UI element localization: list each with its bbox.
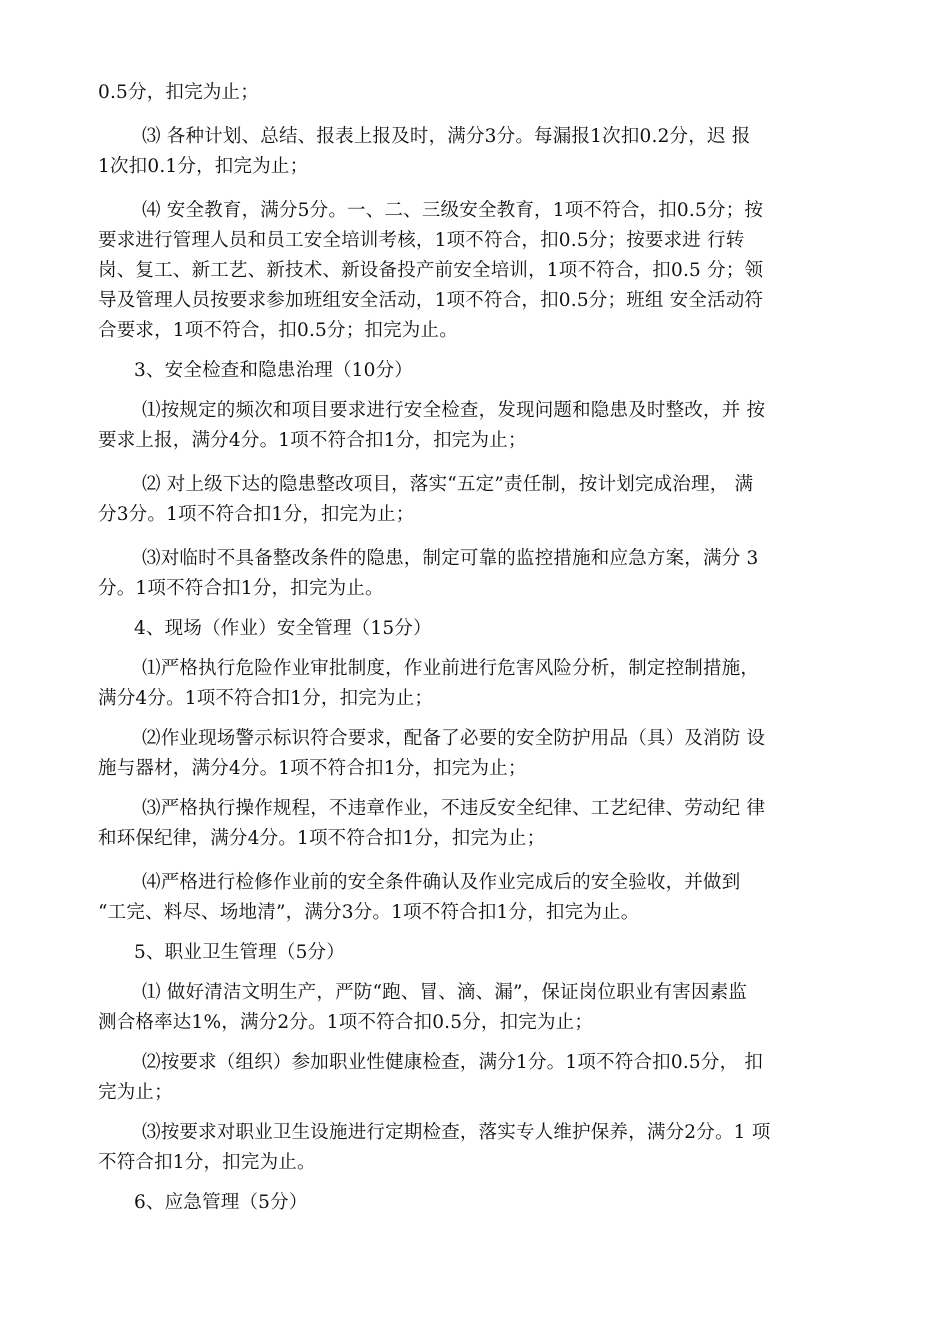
paragraph-4-line-1: ⑷ 安全教育，满分5分。一、二、三级安全教育，1项不符合，扣0.5分；按 <box>142 200 764 221</box>
section-heading-3: 3、安全检查和隐患治理（10分） <box>134 360 414 381</box>
section4-item2-line-2: 施与器材，满分4分。1项不符合扣1分，扣完为止； <box>98 758 527 779</box>
paragraph-3-line-2: 1次扣0.1分，扣完为止； <box>98 156 309 177</box>
section3-item2-line-1: ⑵ 对上级下达的隐患整改项目，落实“五定”责任制，按计划完成治理， 满 <box>142 474 754 495</box>
section5-item3-line-1: ⑶按要求对职业卫生设施进行定期检查，落实专人维护保养，满分2分。1 项 <box>142 1122 771 1143</box>
section5-item3-line-2: 不符合扣1分，扣完为止。 <box>98 1152 316 1173</box>
section3-item1-line-1: ⑴按规定的频次和项目要求进行安全检查，发现问题和隐患及时整改，并 按 <box>142 400 766 421</box>
section5-item1-line-1: ⑴ 做好清洁文明生产，严防“跑、冒、滴、漏”，保证岗位职业有害因素监 <box>142 982 748 1003</box>
section4-item1-line-2: 满分4分。1项不符合扣1分，扣完为止； <box>98 688 434 709</box>
section4-item4-line-2: “工完、料尽、场地清”，满分3分。1项不符合扣1分，扣完为止。 <box>98 902 640 923</box>
text-line: 0.5分，扣完为止； <box>98 82 259 103</box>
paragraph-4-line-4: 导及管理人员按要求参加班组安全活动，1项不符合，扣0.5分；班组 安全活动符 <box>98 290 764 311</box>
section4-item2-line-1: ⑵作业现场警示标识符合要求，配备了必要的安全防护用品（具）及消防 设 <box>142 728 766 749</box>
section5-item2-line-1: ⑵按要求（组织）参加职业性健康检查，满分1分。1项不符合扣0.5分， 扣 <box>142 1052 764 1073</box>
paragraph-4-line-5: 合要求，1项不符合，扣0.5分；扣完为止。 <box>98 320 458 341</box>
section-heading-5: 5、职业卫生管理（5分） <box>134 942 345 963</box>
section4-item3-line-1: ⑶严格执行操作规程，不违章作业，不违反安全纪律、工艺纪律、劳动纪 律 <box>142 798 766 819</box>
section5-item2-line-2: 完为止； <box>98 1082 173 1103</box>
section3-item1-line-2: 要求上报，满分4分。1项不符合扣1分，扣完为止； <box>98 430 527 451</box>
paragraph-4-line-2: 要求进行管理人员和员工安全培训考核，1项不符合，扣0.5分；按要求进 行转 <box>98 230 745 251</box>
paragraph-4-line-3: 岗、复工、新工艺、新技术、新设备投产前安全培训，1项不符合，扣0.5 分；领 <box>98 260 764 281</box>
section4-item1-line-1: ⑴严格执行危险作业审批制度，作业前进行危害风险分析，制定控制措施， <box>142 658 760 679</box>
section4-item4-line-1: ⑷严格进行检修作业前的安全条件确认及作业完成后的安全验收，并做到 <box>142 872 741 893</box>
section-heading-6: 6、应急管理（5分） <box>134 1192 308 1213</box>
section4-item3-line-2: 和环保纪律，满分4分。1项不符合扣1分，扣完为止； <box>98 828 546 849</box>
section3-item3-line-1: ⑶对临时不具备整改条件的隐患，制定可靠的监控措施和应急方案，满分 3 <box>142 548 759 569</box>
section3-item2-line-2: 分3分。1项不符合扣1分，扣完为止； <box>98 504 415 525</box>
paragraph-3-line-1: ⑶ 各种计划、总结、报表上报及时，满分3分。每漏报1次扣0.2分，迟 报 <box>142 126 751 147</box>
section3-item3-line-2: 分。1项不符合扣1分，扣完为止。 <box>98 578 384 599</box>
section-heading-4: 4、现场（作业）安全管理（15分） <box>134 618 432 639</box>
section5-item1-line-2: 测合格率达1%，满分2分。1项不符合扣0.5分，扣完为止； <box>98 1012 594 1033</box>
